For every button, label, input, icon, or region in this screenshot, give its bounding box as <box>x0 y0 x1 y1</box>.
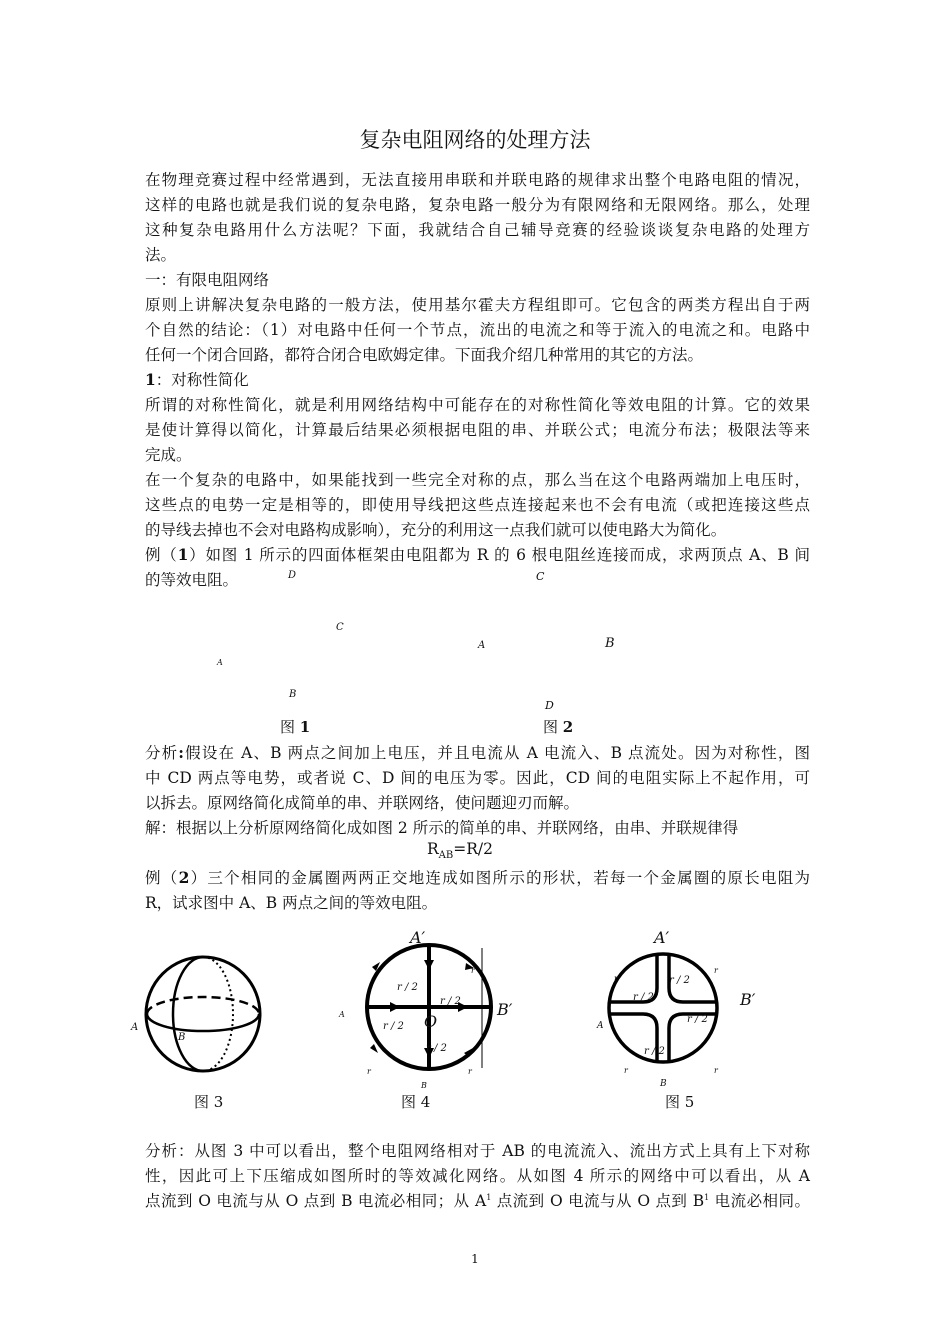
fig1-label-a: A <box>217 658 223 667</box>
general-line: 任何一个闭合回路，都符合闭合电欧姆定律。下面我介绍几种常用的其它的方法。 <box>145 346 704 364</box>
symmetry-line: 是使计算得以简化，计算最后结果必须根据电阻的串、并联公式；电流分布法；极限法等来 <box>145 421 810 439</box>
fig4-label-r: r <box>471 966 475 975</box>
fig3-diagram <box>140 950 270 1080</box>
fig2-label-c: C <box>536 570 545 583</box>
fig5-label-r: r <box>624 1066 628 1075</box>
analysis2-line: 性，因此可上下压缩成如图所时的等效减化网络。从如图 4 所示的网络中可以看出，从 A <box>145 1167 810 1185</box>
fig5-label-r: r <box>714 1066 718 1075</box>
fig5-label-a-prime: A′ <box>654 928 670 947</box>
fig4-label-r-half: r / 2 <box>426 1043 447 1054</box>
symmetry2-line: 这些点的电势一定是相等的，即使用导线把这些点连接起来也不会有电流（或把连接这些点 <box>145 496 810 514</box>
fig1-label-b: B <box>289 689 297 700</box>
subsection-heading: 1：对称性简化 <box>145 370 249 389</box>
intro-line: 在物理竞赛过程中经常遇到，无法直接用串联和并联电路的规律求出整个电路电阻的情况， <box>145 171 810 189</box>
fig1-label-d: D <box>288 570 297 581</box>
formula-rab: $R_{AB}=R/2$ <box>427 840 493 862</box>
fig3-label-b: B <box>178 1032 186 1043</box>
page-title: 复杂电阻网络的处理方法 <box>359 128 591 152</box>
fig5-label-b: B <box>660 1079 667 1089</box>
fig4-label-r: r <box>367 1067 371 1076</box>
fig4-label-a: A <box>339 1010 345 1019</box>
fig5-label-r: r <box>714 966 718 975</box>
fig4-label-a-prime: A′ <box>410 928 426 947</box>
fig1-label-c: C <box>336 622 344 633</box>
symmetry2-line: 的导线去掉也不会对电路构成影响），充分的利用这一点我们就可以使电路大为简化。 <box>145 521 727 539</box>
symmetry-line: 完成。 <box>145 446 192 464</box>
fig4-label-r: r <box>468 1067 472 1076</box>
fig2-label-a: A <box>478 640 486 651</box>
page-number: 1 <box>471 1252 479 1266</box>
fig4-label-r-half: r / 2 <box>383 1021 404 1032</box>
fig4-label-r-half: r / 2 <box>397 982 418 993</box>
example1-line: 例（1）如图 1 所示的四面体框架由电阻都为 R 的 6 根电阻丝连接而成，求两顶点 A、B 间 <box>145 545 810 564</box>
general-line: 个自然的结论：（1）对电路中任何一个节点，流出的电流之和等于流入的电流之和。电路中 <box>145 321 810 339</box>
fig5-label-r-half: r / 2 <box>669 975 690 986</box>
fig4-caption: 图 4 <box>401 1093 431 1111</box>
fig5-label-r: r <box>614 974 618 983</box>
fig5-label-r-half: r / 2 <box>644 1046 665 1057</box>
fig4-label-b: B <box>421 1081 427 1090</box>
example2-line: R，试求图中 A、B 两点之间的等效电阻。 <box>145 894 438 912</box>
intro-line: 这样的电路也就是我们说的复杂电路，复杂电路一般分为有限网络和无限网络。那么，处理 <box>145 196 810 214</box>
analysis1-line: 分析:假设在 A、B 两点之间加上电压，并且电流从 A 电流入、B 点流处。因为对称性，图 <box>145 743 810 762</box>
fig5-label-r-half: r / 2 <box>687 1014 708 1025</box>
fig4-diagram <box>350 940 490 1080</box>
fig1-caption: 图 1 <box>280 718 311 736</box>
fig5-diagram <box>605 945 735 1075</box>
symmetry-line: 所谓的对称性简化，就是利用网络结构中可能存在的对称性简化等效电阻的计算。它的效果 <box>145 396 810 414</box>
general-line: 原则上讲解决复杂电路的一般方法，使用基尔霍夫方程组即可。它包含的两类方程出自于两 <box>145 296 810 314</box>
fig5-label-r-half: r / 2 <box>633 992 654 1003</box>
fig2-label-b: B <box>605 636 615 651</box>
solution1-line: 解：根据以上分析原网络简化成如图 2 所示的简单的串、并联网络，由串、并联规律得 <box>145 819 739 837</box>
fig5-label-b-prime: B′ <box>740 990 756 1009</box>
section-heading: 一：有限电阻网络 <box>145 271 270 289</box>
fig5-label-a: A <box>597 1021 604 1031</box>
fig3-label-a: A <box>131 1022 139 1033</box>
intro-line: 法。 <box>145 246 177 264</box>
fig2-caption: 图 2 <box>543 718 574 736</box>
fig3-caption: 图 3 <box>194 1093 224 1111</box>
analysis1-line: 中 CD 两点等电势，或者说 C、D 间的电压为零。因此，CD 间的电阻实际上不起作用，可 <box>145 769 810 787</box>
analysis2-line: 分析：从图 3 中可以看出，整个电阻网络相对于 AB 的电流流入、流出方式上具有上下对称 <box>145 1142 810 1160</box>
fig4-label-r-half: r / 2 <box>440 996 461 1007</box>
fig4-label-b-prime: B′ <box>497 1000 513 1019</box>
fig4-label-o: O <box>424 1012 438 1031</box>
analysis1-line: 以拆去。原网络简化成简单的串、并联网络，使问题迎刃而解。 <box>145 794 580 812</box>
intro-line: 这种复杂电路用什么方法呢？下面，我就结合自己辅导竞赛的经验谈谈复杂电路的处理方 <box>145 221 810 239</box>
fig5-caption: 图 5 <box>665 1093 695 1111</box>
example2-line: 例（2）三个相同的金属圈两两正交地连成如图所示的形状，若每一个金属圈的原长电阻为 <box>145 868 810 887</box>
example1-line: 的等效电阻。 <box>145 571 239 589</box>
fig2-label-d: D <box>545 699 554 712</box>
symmetry2-line: 在一个复杂的电路中，如果能找到一些完全对称的点，那么当在这个电路两端加上电压时， <box>145 471 810 489</box>
analysis2-line: 点流到 O 电流与从 O 点到 B 电流必相同；从 $A^1$ 点流到 O 电流与从 O 点到 $B^1$ 电流必相同。 <box>145 1192 810 1210</box>
